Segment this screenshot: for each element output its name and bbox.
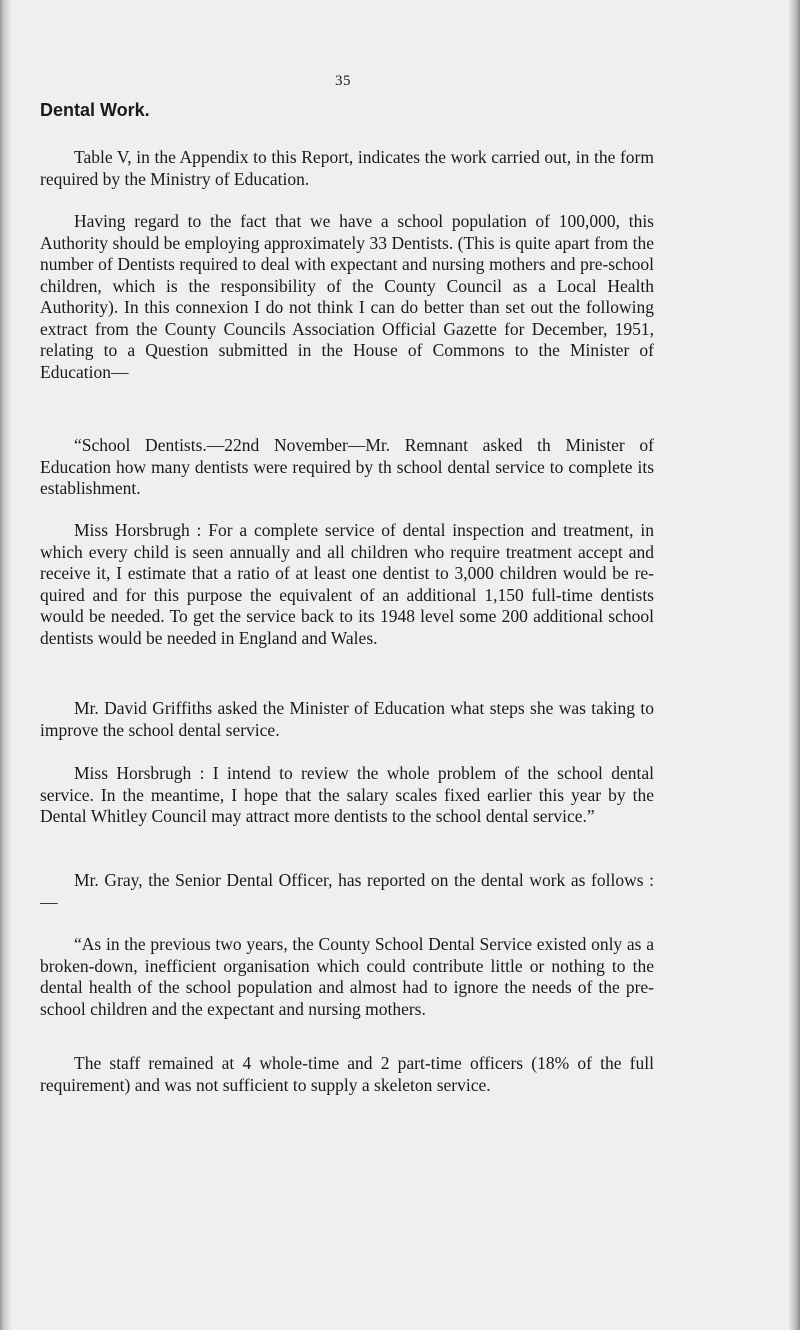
paragraph-gray-report-intro <box>40 870 654 913</box>
paragraph-text: Having regard to the fact that we have a school population of 100,000, this Authority should be employing approximately 33 Dentists. (This is quite apart from the number of Dentists required to deal with expectant and nursing mothers and pre-school children, which is the responsibility of the County Council as a Local Health Authority). In this connexion I do not think I can do better than set out the following extract from the County Councils Association Official Gazette for December, 1951, relating to a Question submitted in the House of Commons to the Minister of Education— <box>40 211 654 382</box>
paragraph-horsbrugh-answer-1 <box>40 520 654 649</box>
paragraph-text: Table V, in the Appendix to this Report, indicates the work carried out, in the form required by the Ministry of Education. <box>40 147 654 189</box>
paragraph-text: Mr. Gray, the Senior Dental Officer, has reported on the dental work as follows :— <box>40 870 654 912</box>
paragraph-text: Miss Horsbrugh : I intend to review the whole problem of the school dental service. In the meantime, I hope that the salary scales fixed earlier this year by the Dental Whitley Council may attract more dentists to the school dental service.” <box>40 763 654 826</box>
left-binding-shadow <box>0 0 12 1330</box>
paragraph-text: Mr. David Griffiths asked the Minister of Education what steps she was taking to improve the school dental service. <box>40 698 654 740</box>
right-binding-shadow <box>788 0 800 1330</box>
paragraph-staff-levels <box>40 1053 654 1096</box>
paragraph-horsbrugh-answer-2 <box>40 763 654 828</box>
paragraph-text: The staff remained at 4 whole-time and 2 part-time officers (18% of the full requirement) and was not sufficient to supply a skeleton service. <box>40 1053 654 1095</box>
paragraph-text: Miss Horsbrugh : For a complete service of dental inspection and treatment, in which every child is seen annually and all children who require treatment accept and receive it, I estimate that a ratio of at least one dentist to 3,000 children would be re- quired and for this purpose the equivalent of an additional 1,150 full-time dentists would be needed. To get the service back to its 1948 level some 200 additional school dentists would be needed in England and Wales. <box>40 520 654 648</box>
paragraph-text: “School Dentists.—22nd November—Mr. Remnant asked th Minister of Education how many dentists were required by th school dental service to complete its establishment. <box>40 435 654 498</box>
paragraph-school-dentists-question <box>40 435 654 500</box>
page-number: 35 <box>335 73 351 89</box>
paragraph-school-population <box>40 211 654 383</box>
section-title: Dental Work. <box>40 100 150 120</box>
paragraph-table-v <box>40 147 654 190</box>
paragraph-griffiths-question <box>40 698 654 741</box>
paragraph-text: “As in the previous two years, the County School Dental Service existed only as a broken-down, inefficient organisation which could contribute little or nothing to the dental health of the school population and almost had to ignore the needs of the pre-school children and the expectant and nursing mothers. <box>40 934 654 1019</box>
paragraph-gray-report-body <box>40 934 654 1020</box>
